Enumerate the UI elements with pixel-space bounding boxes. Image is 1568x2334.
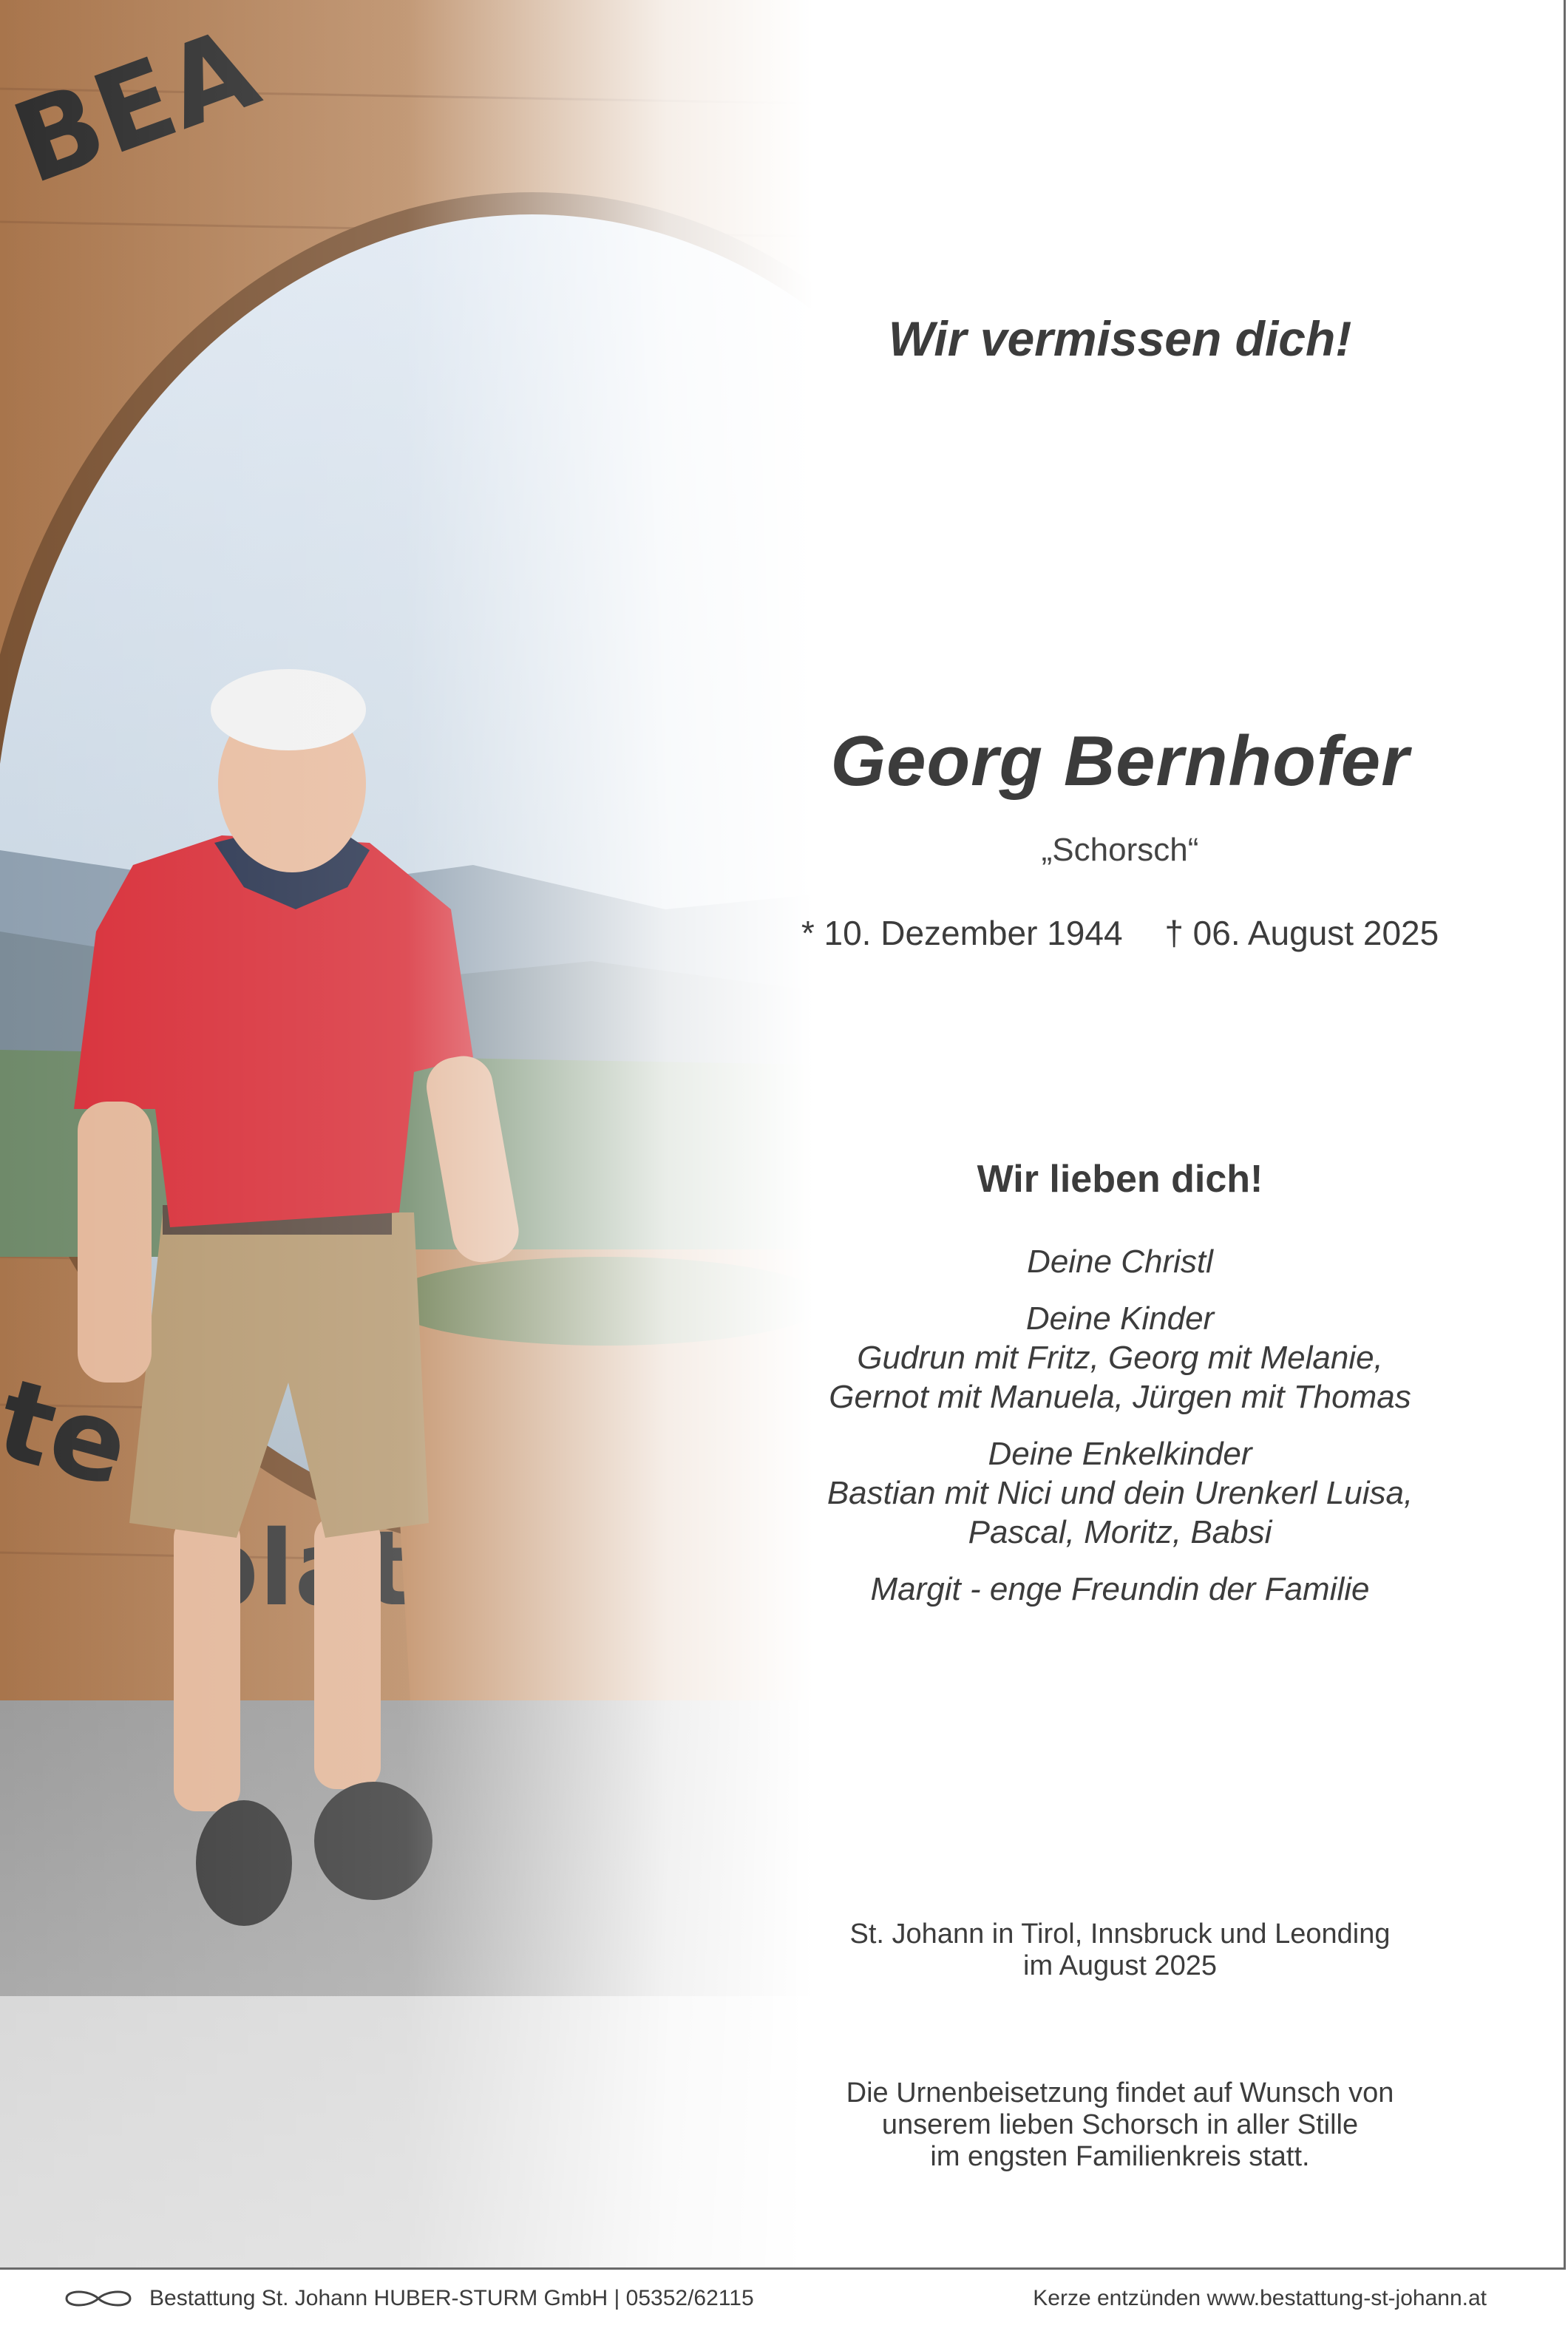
notice-line: Die Urnenbeisetzung findet auf Wunsch von <box>846 2077 1394 2109</box>
nickname: „Schorsch“ <box>1041 832 1199 868</box>
family-line: Margit - enge Freundin der Familie <box>870 1571 1370 1607</box>
family-line: Deine Enkelkinder <box>988 1436 1252 1472</box>
place-line: St. Johann in Tirol, Innsbruck und Leonding <box>849 1919 1391 1950</box>
family-line: Bastian mit Nici und dein Urenkerl Luisa, <box>827 1475 1413 1511</box>
burial-notice <box>739 2077 1501 2173</box>
company-info: Bestattung St. Johann HUBER-STURM GmbH | 05352/62115 <box>149 2286 754 2310</box>
birth-date: * 10. Dezember 1944 <box>801 914 1123 952</box>
place-date <box>739 1919 1501 1982</box>
family-group-children <box>739 1299 1501 1417</box>
life-dates <box>739 913 1501 953</box>
footer-company <box>59 2286 754 2311</box>
family-list <box>739 1242 1501 1626</box>
death-date: † 06. August 2025 <box>1164 914 1439 952</box>
deceased-name: Georg Bernhofer <box>830 722 1410 801</box>
notice-line: im engsten Familienkreis statt. <box>930 2141 1310 2172</box>
love-line: Wir lieben dich! <box>977 1158 1263 1201</box>
date-line: im August 2025 <box>1023 1950 1217 1981</box>
family-line: Gernot mit Manuela, Jürgen mit Thomas <box>829 1379 1411 1415</box>
family-group-friend <box>739 1570 1501 1609</box>
headline: Wir vermissen dich! <box>888 311 1352 366</box>
notice-line: unserem lieben Schorsch in aller Stille <box>881 2109 1359 2140</box>
candle-link[interactable]: Kerze entzünden www.bestattung-st-johann.at <box>1033 2286 1487 2310</box>
family-group-partner <box>739 1242 1501 1281</box>
family-line: Deine Christl <box>1027 1244 1213 1280</box>
family-line: Deine Kinder <box>1025 1300 1215 1337</box>
family-line: Gudrun mit Fritz, Georg mit Melanie, <box>857 1340 1383 1376</box>
infinity-logo-icon <box>59 2287 138 2310</box>
family-group-grandchildren <box>739 1434 1501 1552</box>
footer <box>0 2279 1568 2323</box>
family-line: Pascal, Moritz, Babsi <box>968 1514 1272 1550</box>
